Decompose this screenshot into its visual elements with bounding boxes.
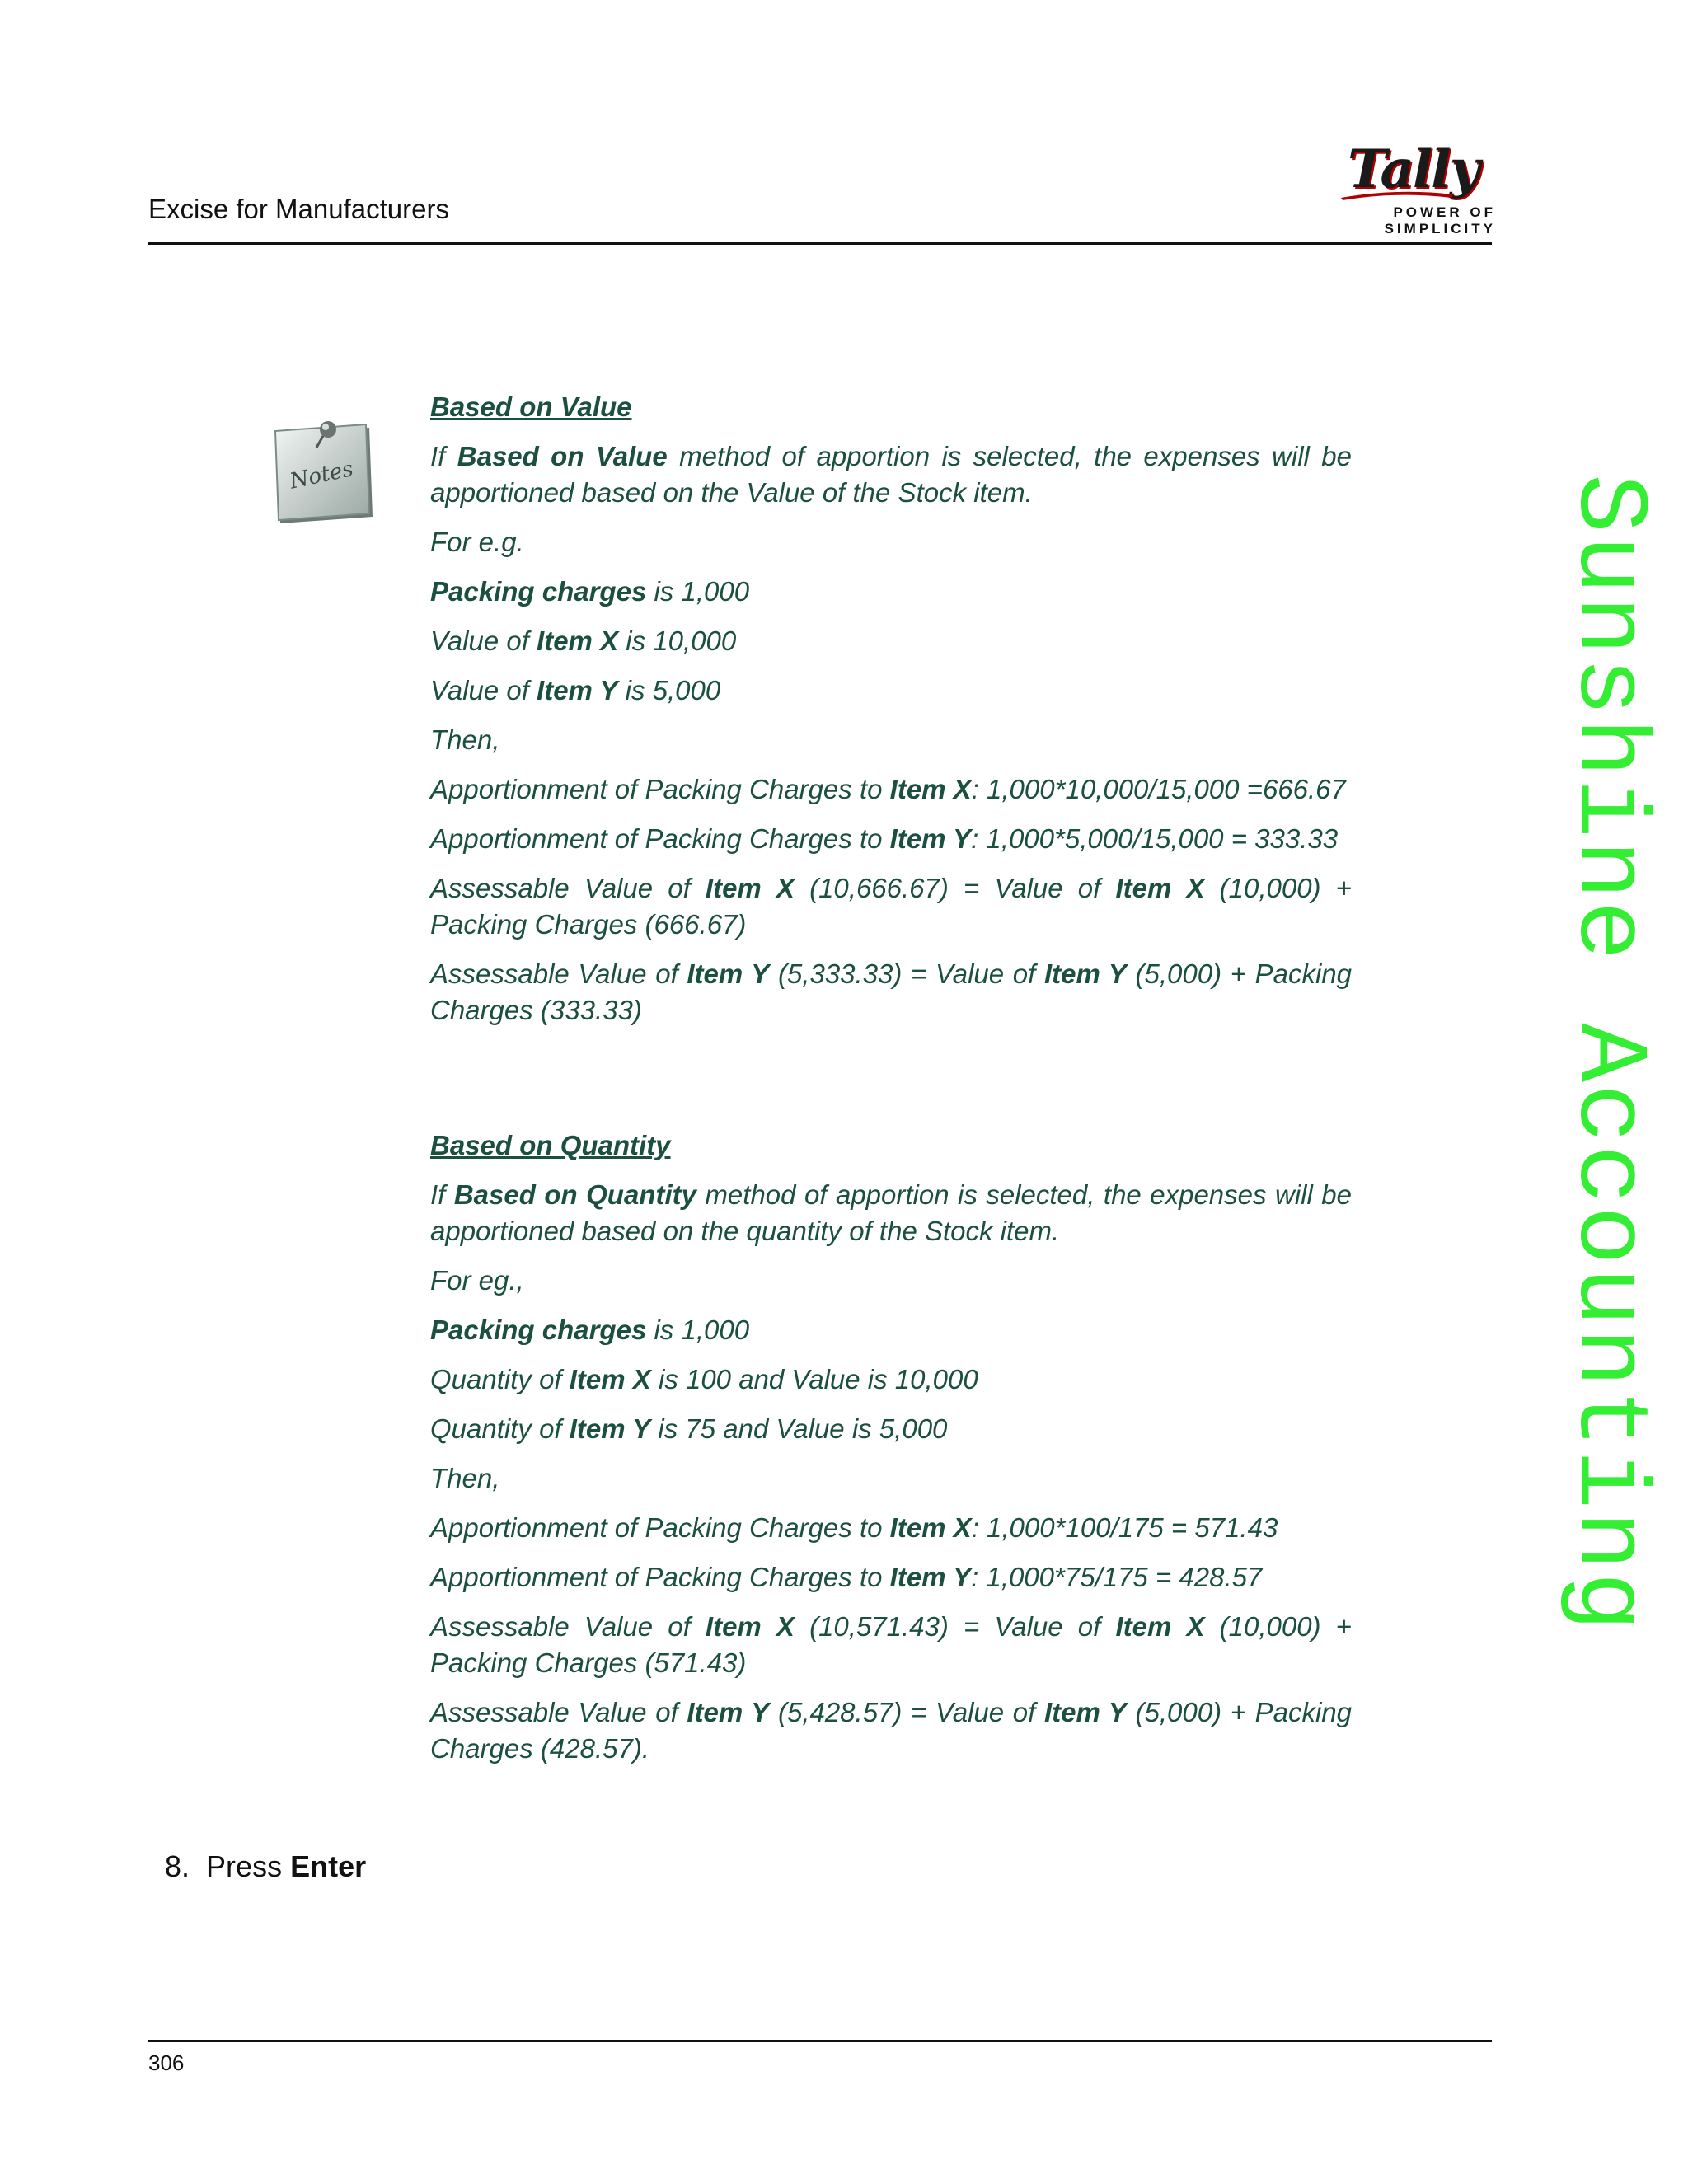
then-line: Then, (430, 1463, 500, 1493)
note-based-on-value (430, 389, 1352, 1042)
step-key: Enter (290, 1849, 367, 1883)
assessable-line: Assessable Value of Item Y (5,428.57) = Value of Item Y (5,000) + Packing Charges (428.57). (430, 1697, 1353, 1764)
apportion-line: Apportionment of Packing Charges to Item Y: 1,000*75/175 = 428.57 (430, 1562, 1263, 1592)
tally-logo (1306, 138, 1496, 237)
logo-swoosh-icon (1339, 190, 1455, 201)
example-line: Value of Item X is 10,000 (430, 626, 737, 656)
watermark-text: Sunshine Accounting (1551, 474, 1663, 1633)
logo-word: Tally (1348, 138, 1479, 200)
page-number: 306 (148, 2050, 185, 2075)
notes-icon-label: Notes (288, 457, 356, 494)
then-line: Then, (430, 724, 500, 755)
step-text: Press (206, 1849, 291, 1883)
page-header-title: Excise for Manufacturers (148, 194, 449, 224)
for-eg-line: For eg., (430, 1265, 524, 1296)
apportion-line: Apportionment of Packing Charges to Item X: 1,000*100/175 = 571.43 (430, 1512, 1278, 1543)
assessable-line: Assessable Value of Item X (10,571.43) = Value of Item X (10,000) + Packing Charges (571.43) (430, 1611, 1352, 1678)
section-heading: Based on Value (430, 391, 632, 422)
intro-paragraph: If Based on Quantity method of apportion is selected, the expenses will be apportioned based on the quantity of the Stock item. (430, 1179, 1352, 1246)
notes-pin-icon (272, 416, 379, 532)
apportion-line: Apportionment of Packing Charges to Item X: 1,000*10,000/15,000 =666.67 (430, 774, 1346, 804)
assessable-line: Assessable Value of Item X (10,666.67) = Value of Item X (10,000) + Packing Charges (666.67) (430, 873, 1352, 940)
example-line: Quantity of Item Y is 75 and Value is 5,000 (430, 1413, 948, 1444)
assessable-line: Assessable Value of Item Y (5,333.33) = Value of Item Y (5,000) + Packing Charges (333.33) (430, 958, 1353, 1025)
intro-paragraph: If Based on Value method of apportion is selected, the expenses will be apportioned based on the Value of the Stock item. (430, 441, 1352, 508)
note-based-on-quantity (430, 1127, 1352, 1780)
apportion-line: Apportionment of Packing Charges to Item Y: 1,000*5,000/15,000 = 333.33 (430, 823, 1339, 854)
example-line: Value of Item Y is 5,000 (430, 675, 721, 705)
for-eg-line: For e.g. (430, 527, 524, 557)
logo-tagline: POWER OF SIMPLICITY (1384, 204, 1496, 237)
step-number: 8. (165, 1849, 190, 1883)
footer-rule (148, 2040, 1492, 2042)
section-heading: Based on Quantity (430, 1130, 671, 1160)
header-rule (148, 242, 1492, 245)
example-line: Packing charges is 1,000 (430, 576, 750, 607)
example-line: Packing charges is 1,000 (430, 1315, 750, 1345)
example-line: Quantity of Item X is 100 and Value is 10,000 (430, 1364, 978, 1394)
step-press-enter (165, 1849, 366, 1884)
